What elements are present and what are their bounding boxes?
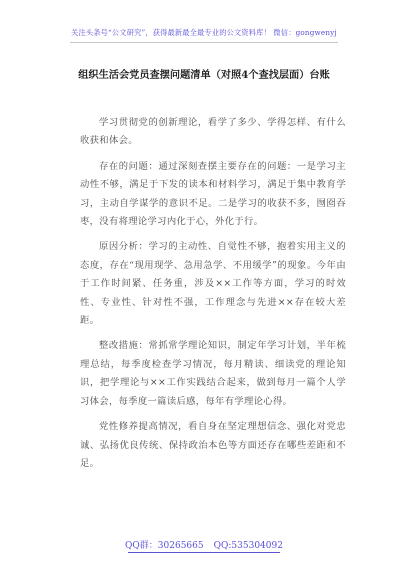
- header-divider: [70, 42, 338, 43]
- document-body: [80, 114, 346, 480]
- footer-qq-group: QQ群：30265665: [125, 541, 204, 551]
- footer-contact: [0, 538, 408, 551]
- paragraph-party-spirit: 党性修养提高情况，看自身在坚定理想信念、强化对党忠诚、弘扬优良传统、保持政治本色等方面还存在哪些差距和不足。: [80, 421, 346, 469]
- header-banner: 关注头条号“公文研究”，获得最新最全最专业的公文资料库！ 微信：gongwenyj: [71, 28, 337, 37]
- paragraph-problems: 存在的问题：通过深刻查摆主要存在的问题：一是学习主动性不够，满足于下发的读本和材料学习，满足于集中教育学习，主动自学谋学的意识不足。二是学习的收获不多，囫囵吞枣，没有将理论学习内化于心，外化于行。: [80, 160, 346, 228]
- footer-underline: [128, 552, 280, 553]
- footer-qq-number: QQ:535304092: [213, 541, 283, 551]
- paragraph-study-topic: 学习贯彻党的创新理论，看学了多少、学得怎样、有什么收获和体会。: [80, 117, 346, 147]
- paragraph-rectification: 整改措施：常抓常学理论知识，制定年学习计划，半年梳理总结，每季度检查学习情况，每月精读、细读党的理论知识，把学理论与××工作实践结合起来，做到每月一篇个人学习体会，每季度一篇读后感，每年有学理论心得。: [80, 340, 346, 407]
- document-title: 组织生活会党员查摆问题清单（对照4个查找层面）台账: [78, 69, 330, 81]
- paragraph-cause-analysis: 原因分析：学习的主动性、自觉性不够，抱着实用主义的态度，存在“现用现学、急用急学、不用缓学”的现象。今年由于工作时间紧、任务重，涉及××工作等方面，学习的时效性、专业性、针对性不强，工作理念与先进××存在较大差距。: [80, 241, 346, 327]
